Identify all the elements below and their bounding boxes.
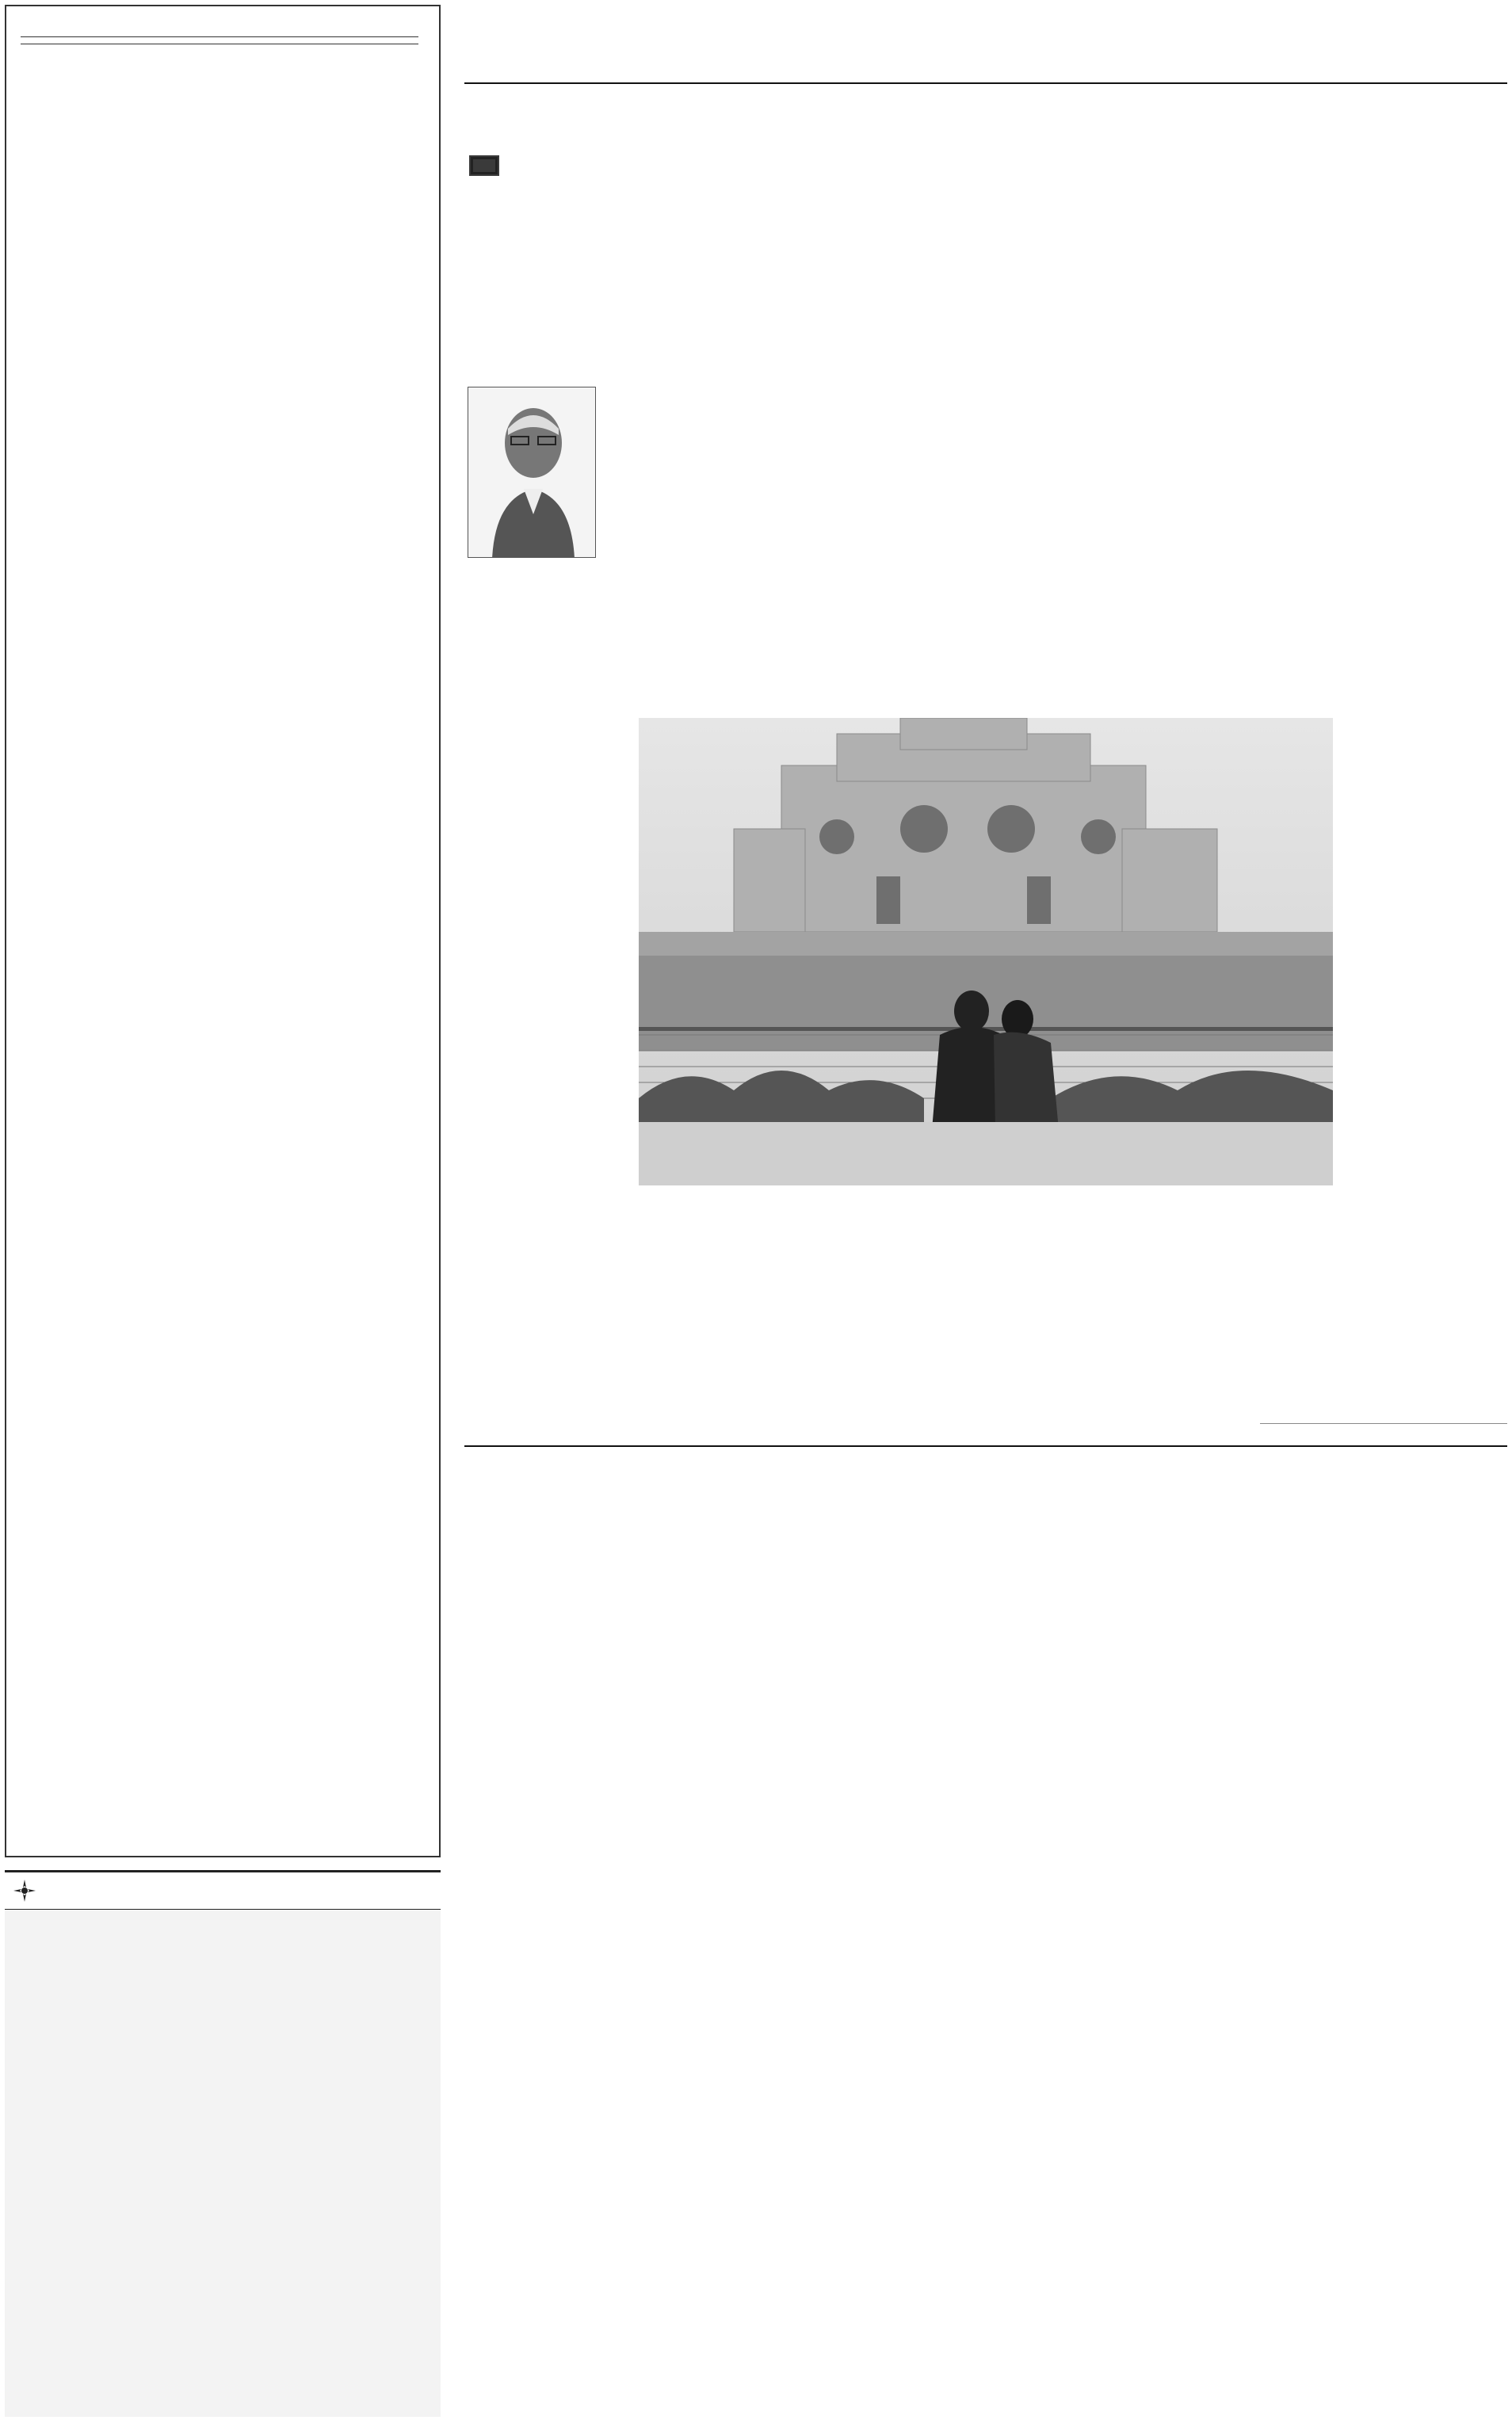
article-photo xyxy=(639,718,1333,1185)
header-rule xyxy=(464,82,1507,84)
this-day-in-history xyxy=(5,1870,441,2417)
dateline xyxy=(21,36,418,44)
ornament-icon xyxy=(13,1879,36,1903)
editorial-sidebar xyxy=(5,5,441,1857)
history-header xyxy=(5,1870,441,1910)
column-label xyxy=(471,157,498,174)
article-separator xyxy=(464,1445,1507,1447)
